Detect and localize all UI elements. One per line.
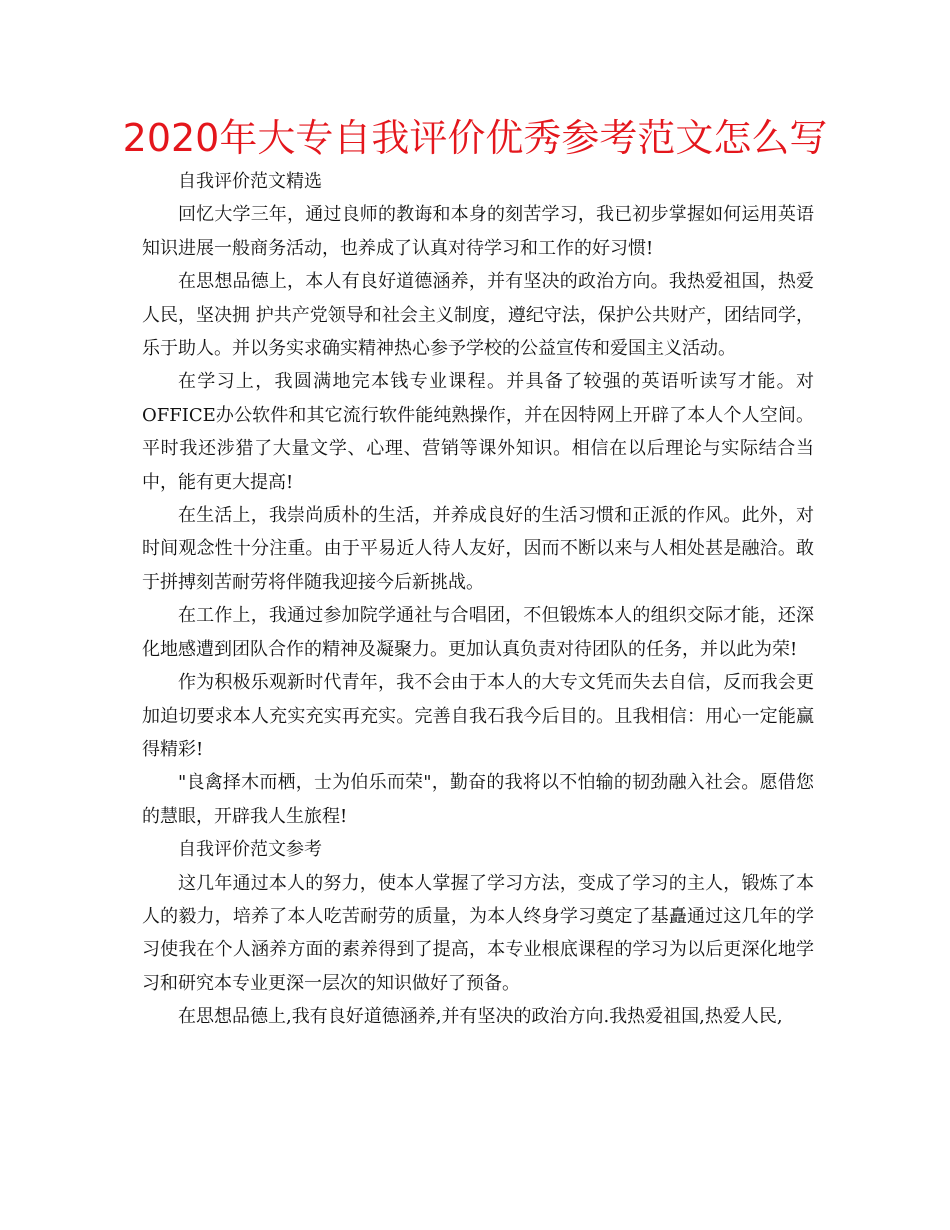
document-title: 2020年大专自我评价优秀参考范文怎么写: [122, 116, 828, 160]
section-heading: 自我评价范文参考: [178, 839, 322, 861]
body-paragraph: 在生活上，我崇尚质朴的生活，并养成良好的生活习惯和正派的作风。此外，对时间观念性十分注重。由于平易近人待人友好，因而不断以来与人相处甚是融洽。敢于拼搏刻苦耐劳将伴随我迎接今后新挑战。: [142, 505, 814, 593]
body-paragraph: 在思想品德上，本人有良好道德涵养，并有坚决的政治方向。我热爱祖国，热爱人民，坚决拥 护共产党领导和社会主义制度，遵纪守法，保护公共财产，团结同学，乐于助人。并以务实求确实精神热心参予学校的公益宣传和爱国主义活动。: [142, 271, 814, 360]
body-paragraph: 这几年通过本人的努力，使本人掌握了学习方法，变成了学习的主人，锻炼了本人的毅力，培养了本人吃苦耐劳的质量，为本人终身学习奠定了基矗通过这几年的学习使我在个人涵养方面的素养得到了提高，本专业根底课程的学习为以后更深化地学习和研究本专业更深一层次的知识做好了预备。: [142, 872, 814, 994]
body-paragraph: 回忆大学三年，通过良师的教诲和本身的刻苦学习，我已初步掌握如何运用英语知识进展一般商务活动，也养成了认真对待学习和工作的好习惯!: [142, 204, 814, 259]
section-heading: 自我评价范文精选: [178, 171, 322, 192]
document-body: [142, 165, 814, 1034]
body-paragraph: 在学习上，我圆满地完本钱专业课程。并具备了较强的英语听读写才能。对OFFICE办公软件和其它流行软件能纯熟操作，并在因特网上开辟了本人个人空间。平时我还涉猎了大量文学、心理、营销等课外知识。相信在以后理论与实际结合当中，能有更大提高!: [142, 371, 814, 493]
body-paragraph: 在工作上，我通过参加院学通社与合唱团，不但锻炼本人的组织交际才能，还深化地感遭到团队合作的精神及凝聚力。更加认真负责对待团队的任务，并以此为荣!: [142, 605, 814, 660]
body-paragraph: 作为积极乐观新时代青年，我不会由于本人的大专文凭而失去自信，反而我会更加迫切要求本人充实充实再充实。完善自我石我今后目的。且我相信：用心一定能赢得精彩!: [142, 672, 814, 760]
body-paragraph: 在思想品德上,我有良好道德涵养,并有坚决的政治方向.我热爱祖国,热爱人民,: [178, 1006, 783, 1028]
body-paragraph: "良禽择木而栖，士为伯乐而荣"，勤奋的我将以不怕输的韧劲融入社会。愿借您的慧眼，开辟我人生旅程!: [142, 772, 814, 827]
